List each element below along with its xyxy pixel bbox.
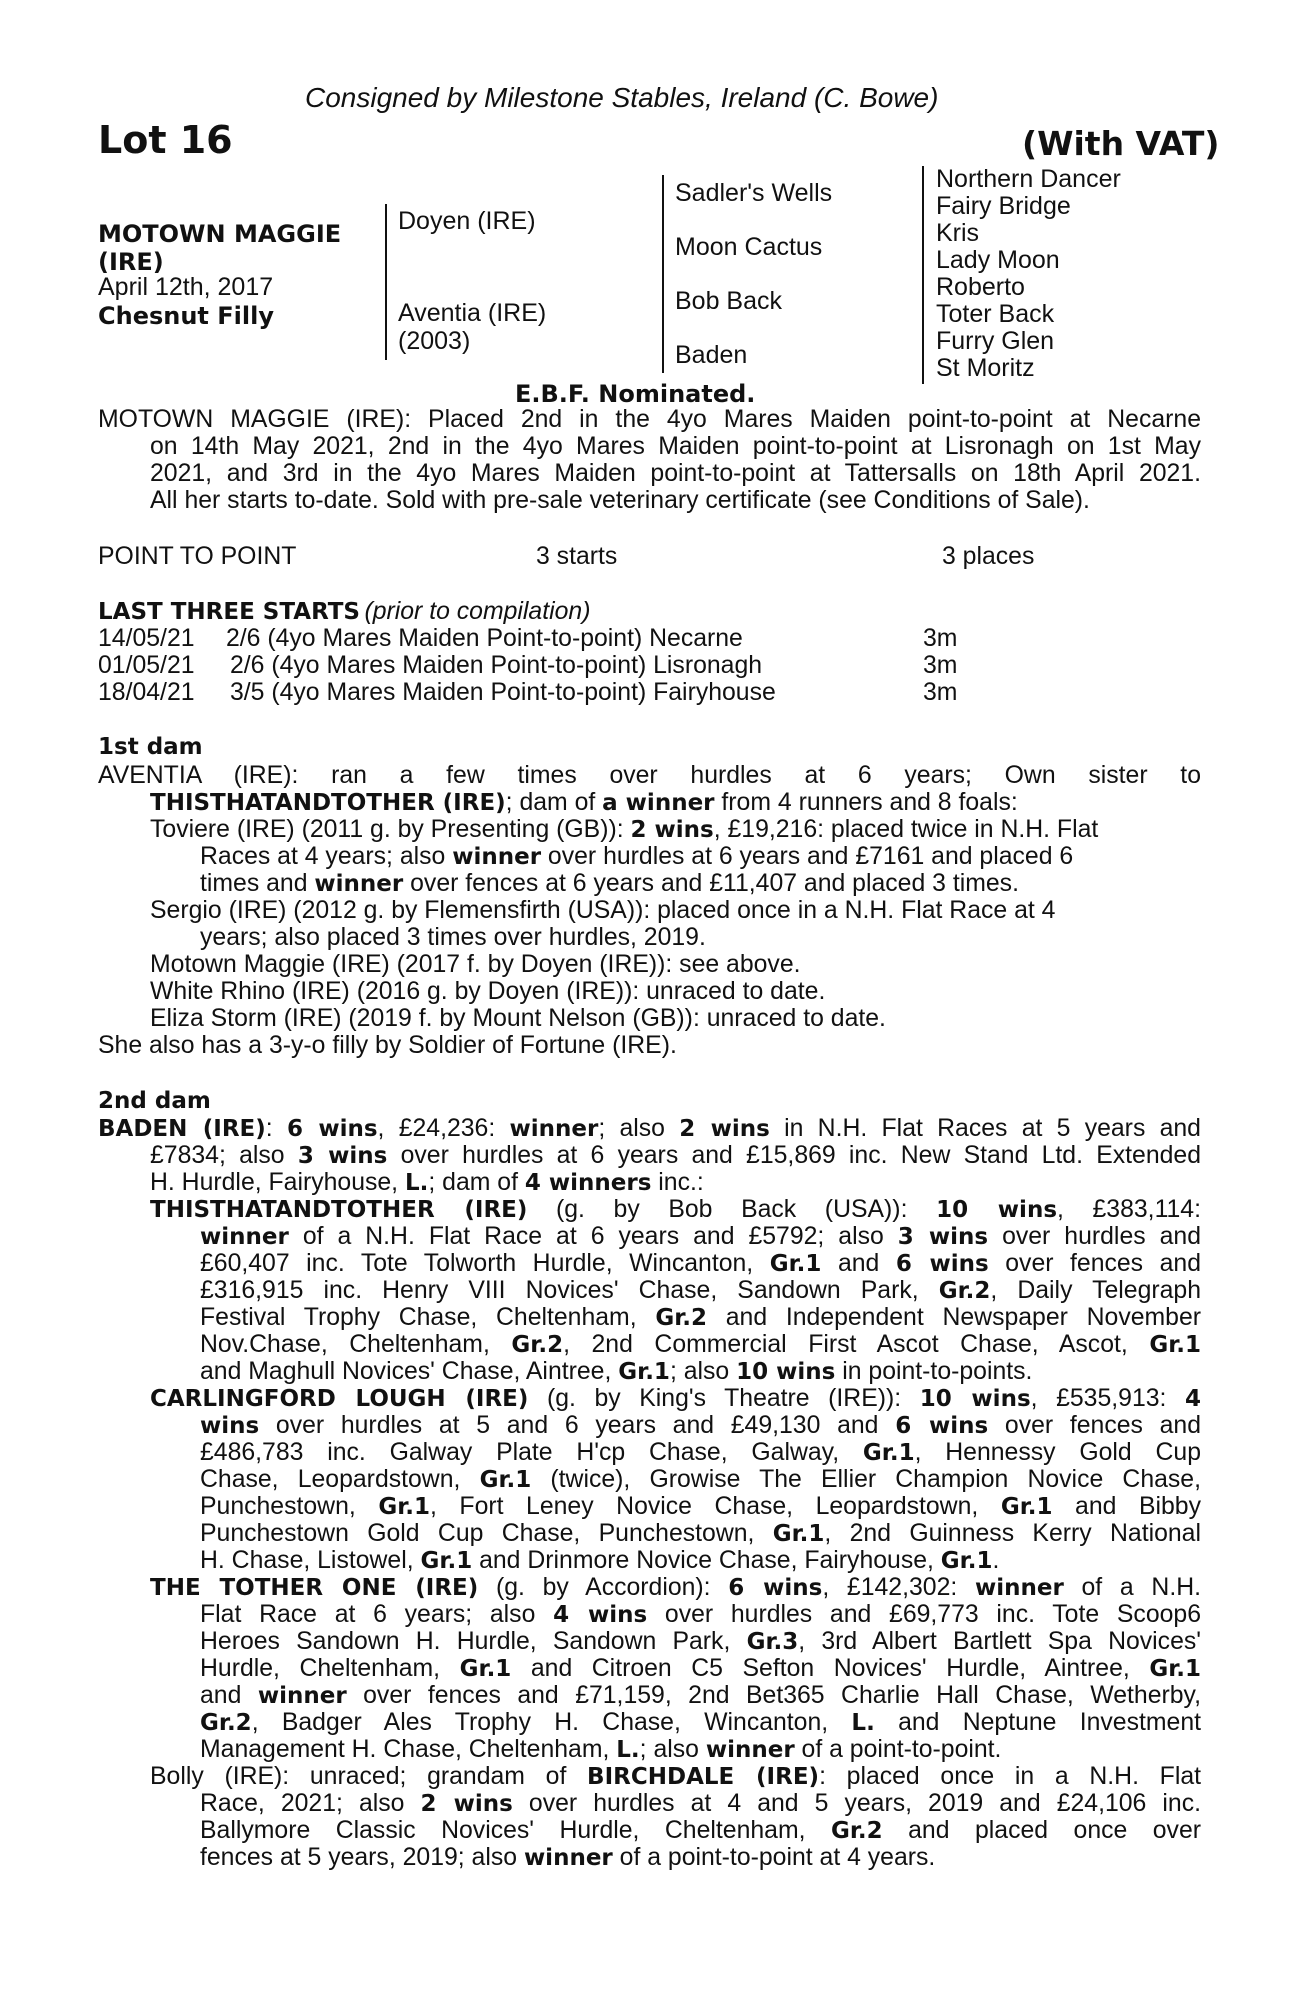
pedigree-gen2: Bob Back (675, 287, 783, 315)
pedigree-gen3: Toter Back (936, 300, 1055, 328)
record-starts: 3 starts (536, 543, 618, 570)
start-distance: 3m (923, 652, 958, 679)
start-date: 01/05/21 (98, 652, 195, 679)
dam-year: (2003) (398, 327, 471, 355)
dam-line: Toviere (IRE) (2011 g. by Presenting (GB)): 2 wins, £19,216: placed twice in N.H. Flat (150, 816, 1099, 843)
first-dam-heading: 1st dam (98, 734, 203, 760)
vat-note: (With VAT) (1022, 124, 1220, 163)
summary-line: 2021, and 3rd in the 4yo Mares Maiden point-to-point at Tattersalls on 18th April 2021. (150, 460, 1201, 487)
start-distance: 3m (923, 679, 958, 706)
dam-line: Hurdle, Cheltenham, Gr.1 and Citroen C5 Sefton Novices' Hurdle, Aintree, Gr.1 (200, 1655, 1202, 1682)
dam-line: Eliza Storm (IRE) (2019 f. by Mount Nelson (GB)): unraced to date. (150, 1005, 886, 1032)
pedigree-gen2: Baden (675, 341, 748, 369)
pedigree-gen2: Sadler's Wells (675, 179, 833, 207)
pedigree-gen3: Roberto (936, 273, 1025, 301)
dam-line: White Rhino (IRE) (2016 g. by Doyen (IRE)): unraced to date. (150, 978, 826, 1005)
dam-line: wins over hurdles at 5 and 6 years and £49,130 and 6 wins over fences and (200, 1412, 1202, 1439)
summary-line: MOTOWN MAGGIE (IRE): Placed 2nd in the 4yo Mares Maiden point-to-point at Necarne (98, 406, 1201, 433)
dam-line: She also has a 3-y-o filly by Soldier of Fortune (IRE). (98, 1032, 677, 1059)
dam-line: BADEN (IRE): 6 wins, £24,236: winner; also 2 wins in N.H. Flat Races at 5 years and (98, 1115, 1201, 1142)
dam-line: years; also placed 3 times over hurdles, 2019. (200, 924, 706, 951)
pedigree-divider (922, 166, 924, 384)
horse-dob: April 12th, 2017 (98, 273, 274, 301)
dam-line: H. Hurdle, Fairyhouse, L.; dam of 4 winners inc.: (150, 1169, 704, 1196)
dam-line: Punchestown Gold Cup Chase, Punchestown, Gr.1, 2nd Guinness Kerry National (200, 1520, 1201, 1547)
dam-line: Festival Trophy Chase, Cheltenham, Gr.2 and Independent Newspaper November (200, 1304, 1202, 1331)
pedigree-gen3: St Moritz (936, 354, 1035, 382)
dam-line: THE TOTHER ONE (IRE) (g. by Accordion): 6 wins, £142,302: winner of a N.H. (150, 1574, 1201, 1601)
dam-line: AVENTIA (IRE): ran a few times over hurdles at 6 years; Own sister to (98, 762, 1201, 789)
pedigree-gen3: Fairy Bridge (936, 192, 1071, 220)
dam-line: CARLINGFORD LOUGH (IRE) (g. by King's Theatre (IRE)): 10 wins, £535,913: 4 (150, 1385, 1202, 1412)
start-date: 18/04/21 (98, 679, 195, 706)
dam-line: Ballymore Classic Novices' Hurdle, Cheltenham, Gr.2 and placed once over (200, 1817, 1202, 1844)
dam-line: Race, 2021; also 2 wins over hurdles at 4 and 5 years, 2019 and £24,106 inc. (200, 1790, 1201, 1817)
dam-line: Management H. Chase, Cheltenham, L.; also winner of a point-to-point. (200, 1736, 1002, 1763)
record-places: 3 places (942, 543, 1035, 570)
dam-line: Bolly (IRE): unraced; grandam of BIRCHDALE (IRE): placed once in a N.H. Flat (150, 1763, 1202, 1790)
consignor-line: Consigned by Milestone Stables, Ireland (C. Bowe) (305, 82, 939, 113)
start-detail: 3/5 (4yo Mares Maiden Point-to-point) Fairyhouse (230, 679, 776, 706)
pedigree-divider (385, 204, 387, 360)
dam-line: Nov.Chase, Cheltenham, Gr.2, 2nd Commercial First Ascot Chase, Ascot, Gr.1 (200, 1331, 1201, 1358)
horse-country: (IRE) (98, 248, 164, 276)
start-date: 14/05/21 (98, 625, 195, 652)
last-three-heading (98, 598, 590, 626)
pedigree-gen3: Northern Dancer (936, 165, 1121, 193)
ebf-status: E.B.F. Nominated. (515, 380, 756, 408)
dam-line: and Maghull Novices' Chase, Aintree, Gr.1; also 10 wins in point-to-points. (200, 1358, 1033, 1385)
dam-line: times and winner over fences at 6 years and £11,407 and placed 3 times. (200, 870, 1019, 897)
summary-line: All her starts to-date. Sold with pre-sale veterinary certificate (see Conditions of Sale). (150, 487, 1090, 514)
record-label: POINT TO POINT (98, 543, 297, 570)
dam-line: £486,783 inc. Galway Plate H'cp Chase, Galway, Gr.1, Hennessy Gold Cup (200, 1439, 1201, 1466)
dam-line: Motown Maggie (IRE) (2017 f. by Doyen (IRE)): see above. (150, 951, 801, 978)
pedigree-divider (662, 175, 664, 373)
dam-line: Punchestown, Gr.1, Fort Leney Novice Chase, Leopardstown, Gr.1 and Bibby (200, 1493, 1201, 1520)
second-dam-heading: 2nd dam (98, 1088, 211, 1114)
dam-line: Heroes Sandown H. Hurdle, Sandown Park, Gr.3, 3rd Albert Bartlett Spa Novices' (200, 1628, 1201, 1655)
last-three-note: (prior to compilation) (364, 598, 591, 625)
dam-line: H. Chase, Listowel, Gr.1 and Drinmore Novice Chase, Fairyhouse, Gr.1. (200, 1547, 1000, 1574)
dam-line: THISTHATANDTOTHER (IRE); dam of a winner from 4 runners and 8 foals: (150, 789, 1018, 816)
dam-line: £60,407 inc. Tote Tolworth Hurdle, Wincanton, Gr.1 and 6 wins over fences and (200, 1250, 1201, 1277)
dam-line: Sergio (IRE) (2012 g. by Flemensfirth (USA)): placed once in a N.H. Flat Race at 4 (150, 897, 1056, 924)
dam-line: £316,915 inc. Henry VIII Novices' Chase, Sandown Park, Gr.2, Daily Telegraph (200, 1277, 1201, 1304)
lot-number: Lot 16 (98, 118, 233, 162)
horse-name: MOTOWN MAGGIE (98, 220, 342, 248)
dam: Aventia (IRE) (398, 299, 547, 327)
dam-line: and winner over fences and £71,159, 2nd Bet365 Charlie Hall Chase, Wetherby, (200, 1682, 1202, 1709)
pedigree-gen3: Lady Moon (936, 246, 1060, 274)
dam-line: Flat Race at 6 years; also 4 wins over hurdles and £69,773 inc. Tote Scoop6 (200, 1601, 1201, 1628)
pedigree-gen3: Kris (936, 219, 980, 247)
sire: Doyen (IRE) (398, 207, 536, 235)
summary-line: on 14th May 2021, 2nd in the 4yo Mares Maiden point-to-point at Lisronagh on 1st May (150, 433, 1201, 460)
pedigree-gen3: Furry Glen (936, 327, 1055, 355)
dam-line: £7834; also 3 wins over hurdles at 6 years and £15,869 inc. New Stand Ltd. Extended (150, 1142, 1201, 1169)
last-three-title: LAST THREE STARTS (98, 599, 360, 625)
pedigree-gen2: Moon Cactus (675, 233, 823, 261)
dam-line: winner of a N.H. Flat Race at 6 years and £5792; also 3 wins over hurdles and (200, 1223, 1201, 1250)
dam-line: THISTHATANDTOTHER (IRE) (g. by Bob Back (USA)): 10 wins, £383,114: (150, 1196, 1201, 1223)
horse-description: Chesnut Filly (98, 302, 274, 330)
start-distance: 3m (923, 625, 958, 652)
dam-line: Races at 4 years; also winner over hurdles at 6 years and £7161 and placed 6 (200, 843, 1074, 870)
dam-line: Chase, Leopardstown, Gr.1 (twice), Growise The Ellier Champion Novice Chase, (200, 1466, 1201, 1493)
dam-line: Gr.2, Badger Ales Trophy H. Chase, Wincanton, L. and Neptune Investment (200, 1709, 1202, 1736)
start-detail: 2/6 (4yo Mares Maiden Point-to-point) Lisronagh (230, 652, 763, 679)
start-detail: 2/6 (4yo Mares Maiden Point-to-point) Necarne (226, 625, 743, 652)
dam-line: fences at 5 years, 2019; also winner of a point-to-point at 4 years. (200, 1844, 936, 1871)
